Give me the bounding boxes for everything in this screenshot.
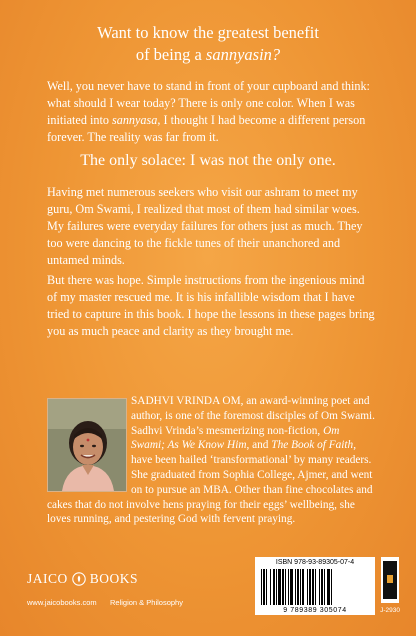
author-bio bbox=[47, 394, 375, 527]
paragraph-3: But there was hope. Simple instructions from the ingenious mind of my master rescued me. It is his infallible wisdom that I have tried to capture in this book. I hope the lessons in these pages bring you as much peace and clarity as they brought me. bbox=[47, 273, 375, 338]
barcode-bar bbox=[324, 569, 325, 605]
paragraph-1-italic: sannyasa bbox=[112, 113, 158, 127]
bio-photo-spacer bbox=[47, 394, 131, 494]
paragraph-1-text-a: Well, you never have to stand in front of your cupboard and think: what should I wear today? There is only one color. When I was initiated into bbox=[47, 79, 370, 127]
barcode-bar bbox=[285, 569, 286, 605]
headline bbox=[0, 22, 416, 66]
barcode-bar bbox=[302, 569, 304, 605]
bio-text-a: SADHVI VRINDA OM, an award-winning poet and author, is one of the foremost disciples of Om Swami. Sadhvi Vrinda’s mesmerizing non-fiction, bbox=[131, 395, 375, 437]
barcode-bar bbox=[300, 569, 301, 605]
barcode-bar bbox=[273, 569, 275, 605]
publisher-mark-icon bbox=[381, 557, 399, 603]
isbn-label: ISBN 978-93-89305-07-4 bbox=[275, 559, 355, 566]
publisher-name-left: JAICO bbox=[27, 571, 68, 586]
publisher-url[interactable]: www.jaicobooks.com bbox=[27, 598, 97, 607]
barcode-bar bbox=[309, 569, 311, 605]
barcode-bar bbox=[270, 569, 271, 605]
bio-title-2: The Book of Faith bbox=[271, 439, 354, 452]
bio-text-c: , have been hailed ‘transformational’ by many readers. She graduated from Sophia College, Ajmer, and went on to pursue an MBA. Other than fine chocolates and cakes that do not involve hens praying for their eggs’ wellbeing, she loves running, and pestering God with fervent praying. bbox=[47, 439, 373, 526]
barcode-bar bbox=[261, 569, 262, 605]
barcode-bar bbox=[288, 569, 289, 605]
bio-title-1: Om Swami; As We Know Him bbox=[131, 424, 340, 452]
barcode-bar bbox=[282, 569, 284, 605]
barcode-bar bbox=[321, 569, 323, 605]
paragraph-1 bbox=[47, 78, 377, 146]
barcode-bar bbox=[319, 569, 320, 605]
barcode-bar bbox=[295, 569, 296, 605]
barcode-bar bbox=[266, 569, 267, 605]
barcode-bars bbox=[261, 569, 369, 605]
headline-line-2-italic: sannyasin? bbox=[205, 45, 281, 64]
barcode-bar bbox=[263, 569, 265, 605]
isbn-barcode bbox=[255, 557, 375, 615]
book-category: Religion & Philosophy bbox=[110, 598, 183, 607]
publisher-mark-box bbox=[381, 557, 399, 603]
paragraph-1-text-b: , I thought I had become a different person forever. The reality was far from it. bbox=[47, 113, 366, 144]
barcode-bar bbox=[312, 569, 314, 605]
jaico-emblem-icon bbox=[72, 572, 86, 586]
headline-line-2 bbox=[0, 44, 416, 66]
solace-line: The only solace: I was not the only one. bbox=[80, 152, 336, 169]
barcode-bar bbox=[315, 569, 316, 605]
bio-text-b: , and bbox=[246, 439, 272, 452]
paragraph-2: Having met numerous seekers who visit our ashram to meet my guru, Om Swami, I realized that most of them had similar woes. My failures were everyday failures for others just as much. They too were dancing to the fickle tunes of their unanchored and untamed minds. bbox=[47, 185, 363, 267]
barcode-bar bbox=[307, 569, 308, 605]
barcode-number: 9 789389 305074 bbox=[283, 607, 347, 614]
barcode-bar bbox=[327, 569, 330, 605]
headline-line-2-prefix: of being a bbox=[135, 45, 206, 64]
barcode-bar bbox=[331, 569, 332, 605]
publisher-logo bbox=[27, 571, 138, 587]
barcode-bar bbox=[290, 569, 293, 605]
publisher-name-right: BOOKS bbox=[89, 571, 139, 586]
barcode-bar bbox=[297, 569, 299, 605]
book-code: J-2930 bbox=[380, 607, 400, 614]
barcode-bar bbox=[276, 569, 277, 605]
barcode-bar bbox=[278, 569, 281, 605]
headline-line-1: Want to know the greatest benefit bbox=[97, 23, 319, 42]
